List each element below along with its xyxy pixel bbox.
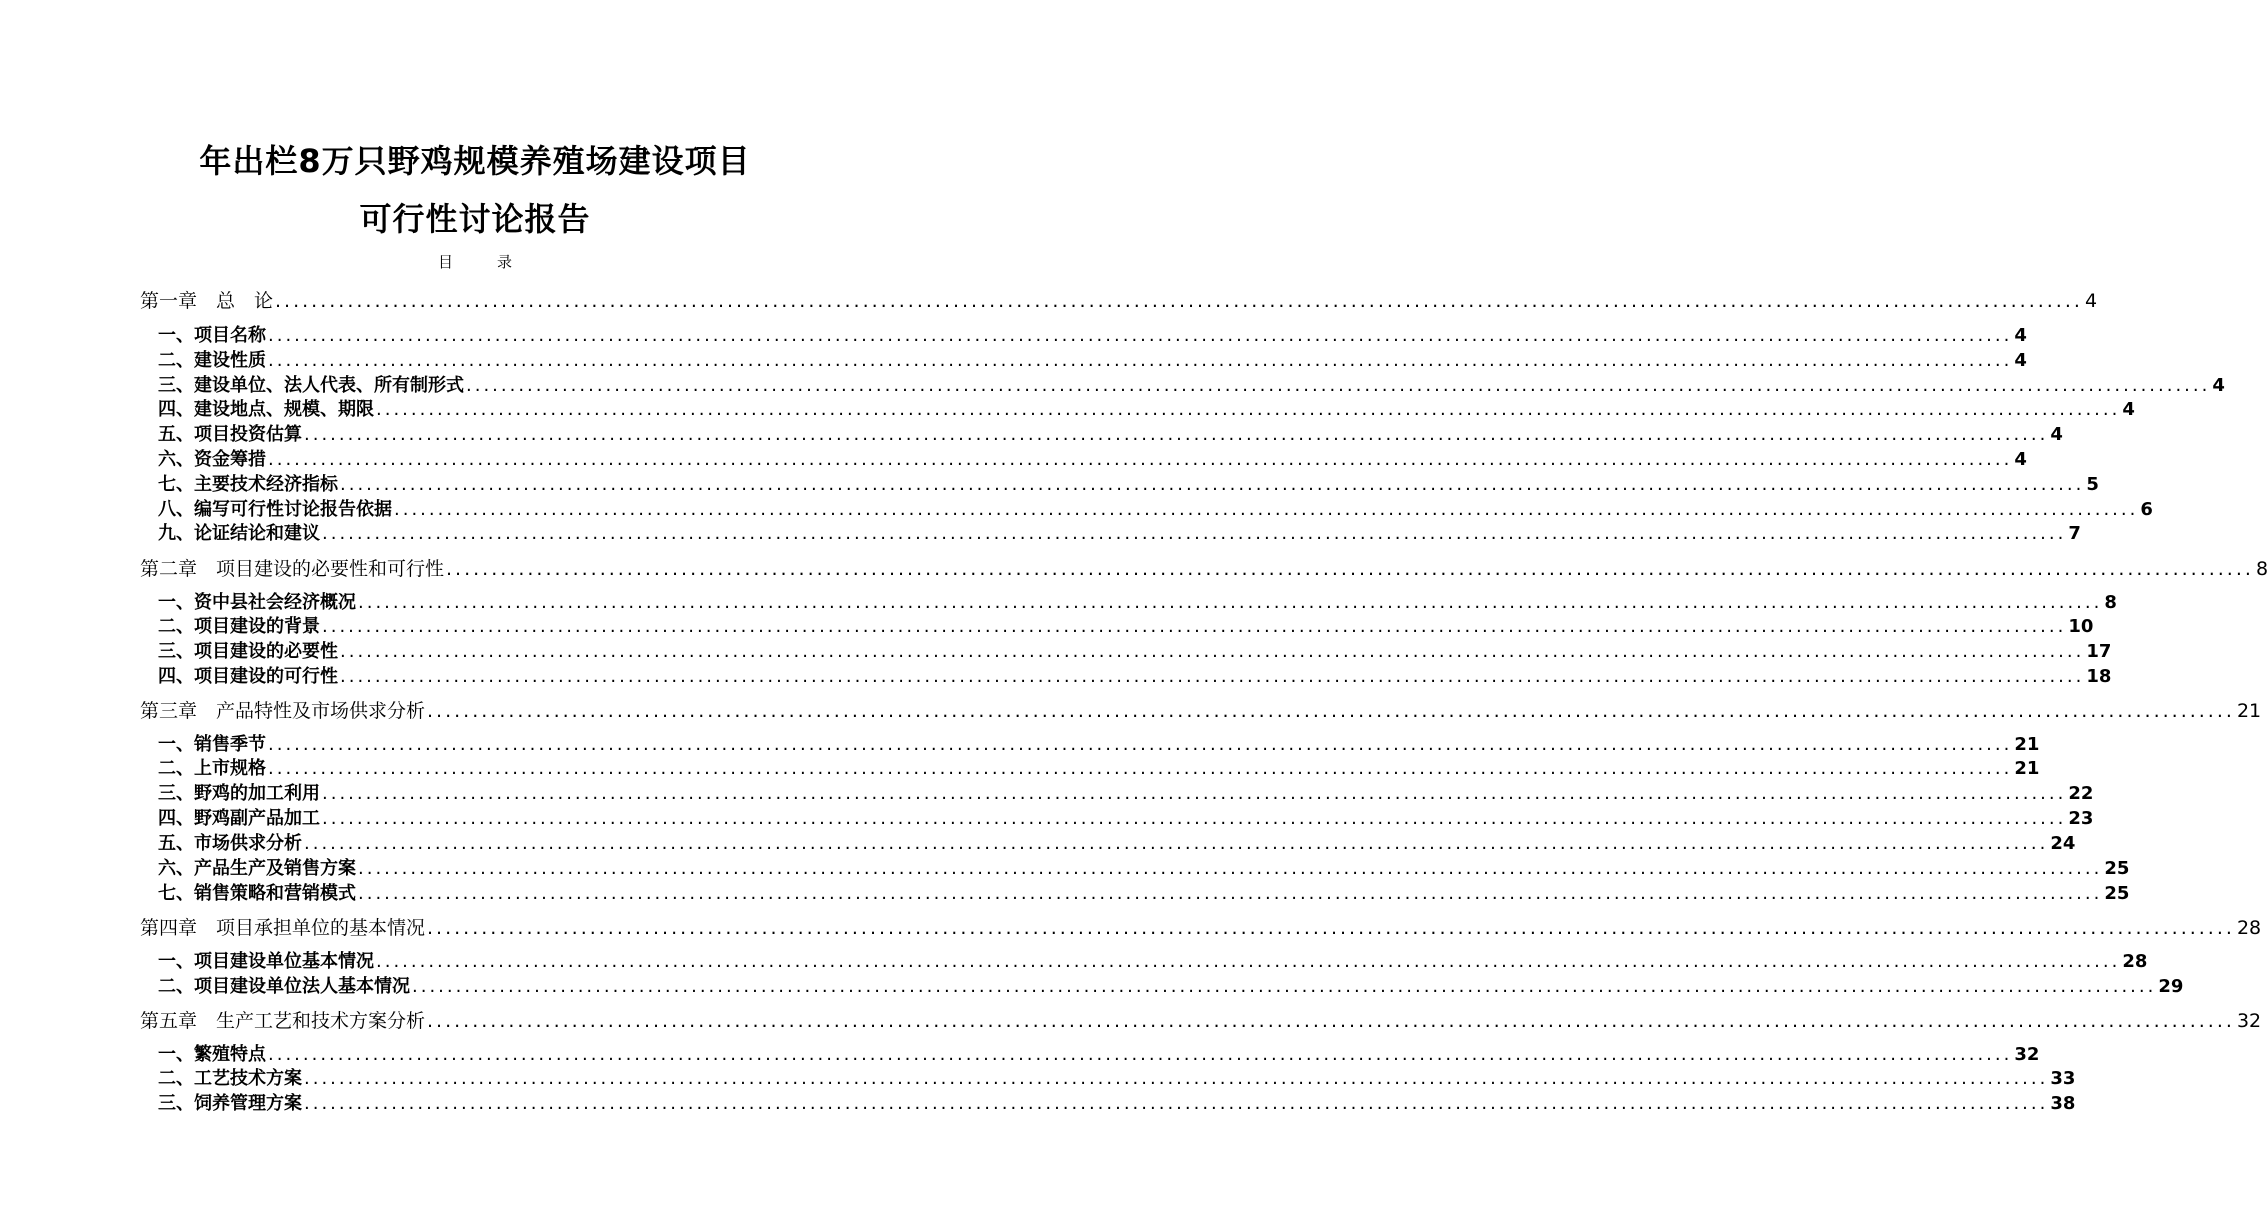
toc-leader-dots: ........................................................................................................................................................................................................ — [358, 858, 2103, 879]
toc-leader-dots: ........................................................................................................................................................................................................ — [275, 290, 2083, 312]
toc-leader-dots: ........................................................................................................................................................................................................ — [304, 833, 2049, 854]
toc-entry-label: 第三章 产品特性及市场供求分析 — [140, 700, 426, 722]
toc-page-number: 25 — [2104, 883, 2130, 904]
toc-page-number: 32 — [2236, 1010, 2262, 1032]
toc-page-number: 23 — [2068, 808, 2094, 829]
toc-leader-dots: ........................................................................................................................................................................................................ — [427, 700, 2235, 722]
toc-leader-dots: ........................................................................................................................................................................................................ — [268, 350, 2013, 371]
toc-leader-dots: ........................................................................................................................................................................................................ — [322, 523, 2067, 544]
toc-page-number: 21 — [2014, 734, 2040, 755]
toc-page-number: 18 — [2086, 666, 2112, 687]
toc-chapter-row[interactable] — [140, 915, 2262, 941]
toc-section-row[interactable] — [158, 590, 2117, 616]
document-title-line1: 年出栏8万只野鸡规模养殖场建设项目 — [199, 142, 751, 180]
toc-section-row[interactable] — [158, 664, 2112, 690]
toc-entry-label: 五、项目投资估算 — [158, 424, 302, 445]
toc-page-number: 4 — [2122, 399, 2135, 420]
toc-leader-dots: ........................................................................................................................................................................................................ — [322, 783, 2067, 804]
toc-entry-label: 二、建设性质 — [158, 350, 266, 371]
toc-entry-label: 七、主要技术经济指标 — [158, 474, 338, 495]
toc-heading — [0, 251, 950, 272]
toc-leader-dots: ........................................................................................................................................................................................................ — [268, 1044, 2013, 1065]
toc-page-number: 5 — [2086, 474, 2099, 495]
toc-page-number: 22 — [2068, 783, 2094, 804]
toc-entry-label: 二、项目建设单位法人基本情况 — [158, 976, 410, 997]
toc-section-row[interactable] — [158, 949, 2148, 975]
toc-leader-dots: ........................................................................................................................................................................................................ — [304, 1068, 2049, 1089]
toc-entry-label: 三、项目建设的必要性 — [158, 641, 338, 662]
toc-heading-char: 目 — [437, 253, 453, 271]
toc-section-row[interactable] — [158, 732, 2040, 758]
toc-entry-label: 六、资金筹措 — [158, 449, 266, 470]
toc-entry-label: 四、项目建设的可行性 — [158, 666, 338, 687]
toc-leader-dots: ........................................................................................................................................................................................................ — [427, 917, 2235, 939]
toc-heading-char: 录 — [497, 253, 513, 271]
toc-leader-dots: ........................................................................................................................................................................................................ — [268, 734, 2013, 755]
toc-section-row[interactable] — [158, 831, 2076, 857]
toc-leader-dots: ........................................................................................................................................................................................................ — [427, 1010, 2235, 1032]
toc-leader-dots: ........................................................................................................................................................................................................ — [268, 758, 2013, 779]
toc-chapter-row[interactable] — [140, 556, 2268, 582]
toc-section-row[interactable] — [158, 373, 2225, 399]
toc-page-number: 4 — [2050, 424, 2063, 445]
toc-leader-dots: ........................................................................................................................................................................................................ — [376, 951, 2121, 972]
toc-entry-label: 第四章 项目承担单位的基本情况 — [140, 917, 426, 939]
toc-leader-dots: ........................................................................................................................................................................................................ — [340, 666, 2085, 687]
toc-leader-dots: ........................................................................................................................................................................................................ — [466, 375, 2211, 396]
toc-section-row[interactable] — [158, 323, 2027, 349]
toc-section-row[interactable] — [158, 521, 2081, 547]
toc-section-row[interactable] — [158, 447, 2027, 473]
toc-section-row[interactable] — [158, 422, 2063, 448]
toc-entry-label: 九、论证结论和建议 — [158, 523, 320, 544]
toc-entry-label: 一、销售季节 — [158, 734, 266, 755]
toc-entry-label: 一、繁殖特点 — [158, 1044, 266, 1065]
toc-leader-dots: ........................................................................................................................................................................................................ — [304, 424, 2049, 445]
toc-section-row[interactable] — [158, 639, 2112, 665]
toc-chapter-row[interactable] — [140, 288, 2098, 314]
toc-leader-dots: ........................................................................................................................................................................................................ — [322, 616, 2067, 637]
toc-section-row[interactable] — [158, 348, 2027, 374]
toc-leader-dots: ........................................................................................................................................................................................................ — [304, 1093, 2049, 1114]
toc-leader-dots: ........................................................................................................................................................................................................ — [412, 976, 2157, 997]
toc-entry-label: 七、销售策略和营销模式 — [158, 883, 356, 904]
toc-section-row[interactable] — [158, 497, 2153, 523]
toc-chapter-row[interactable] — [140, 1008, 2262, 1034]
toc-section-row[interactable] — [158, 781, 2094, 807]
toc-page-number: 4 — [2014, 325, 2027, 346]
toc-section-row[interactable] — [158, 397, 2135, 423]
toc-entry-label: 八、编写可行性讨论报告依据 — [158, 499, 392, 520]
toc-entry-label: 第五章 生产工艺和技术方案分析 — [140, 1010, 426, 1032]
toc-page-number: 29 — [2158, 976, 2184, 997]
toc-leader-dots: ........................................................................................................................................................................................................ — [340, 474, 2085, 495]
toc-section-row[interactable] — [158, 614, 2094, 640]
toc-page-number: 8 — [2104, 592, 2117, 613]
toc-entry-label: 三、建设单位、法人代表、所有制形式 — [158, 375, 464, 396]
toc-entry-label: 四、建设地点、规模、期限 — [158, 399, 374, 420]
toc-entry-label: 四、野鸡副产品加工 — [158, 808, 320, 829]
toc-page-number: 28 — [2236, 917, 2262, 939]
toc-page-number: 4 — [2084, 290, 2098, 312]
toc-leader-dots: ........................................................................................................................................................................................................ — [446, 558, 2254, 580]
toc-section-row[interactable] — [158, 974, 2184, 1000]
toc-section-row[interactable] — [158, 881, 2130, 907]
toc-section-row[interactable] — [158, 1042, 2040, 1068]
toc-page-number: 24 — [2050, 833, 2076, 854]
toc-entry-label: 二、项目建设的背景 — [158, 616, 320, 637]
toc-page-number: 7 — [2068, 523, 2081, 544]
toc-leader-dots: ........................................................................................................................................................................................................ — [340, 641, 2085, 662]
toc-entry-label: 一、项目建设单位基本情况 — [158, 951, 374, 972]
toc-page-number: 32 — [2014, 1044, 2040, 1065]
toc-page-number: 17 — [2086, 641, 2112, 662]
toc-page-number: 6 — [2140, 499, 2153, 520]
toc-leader-dots: ........................................................................................................................................................................................................ — [358, 592, 2103, 613]
toc-entry-label: 三、饲养管理方案 — [158, 1093, 302, 1114]
toc-page-number: 8 — [2255, 558, 2268, 580]
toc-section-row[interactable] — [158, 756, 2040, 782]
toc-entry-label: 六、产品生产及销售方案 — [158, 858, 356, 879]
toc-page-number: 4 — [2014, 350, 2027, 371]
toc-section-row[interactable] — [158, 472, 2099, 498]
toc-page-number: 4 — [2014, 449, 2027, 470]
toc-page-number: 28 — [2122, 951, 2148, 972]
toc-section-row[interactable] — [158, 806, 2094, 832]
toc-section-row[interactable] — [158, 1091, 2076, 1117]
toc-entry-label: 二、工艺技术方案 — [158, 1068, 302, 1089]
toc-leader-dots: ........................................................................................................................................................................................................ — [358, 883, 2103, 904]
toc-entry-label: 第一章 总 论 — [140, 290, 274, 312]
toc-page-number: 33 — [2050, 1068, 2076, 1089]
toc-page-number: 4 — [2212, 375, 2225, 396]
toc-leader-dots: ........................................................................................................................................................................................................ — [322, 808, 2067, 829]
toc-entry-label: 五、市场供求分析 — [158, 833, 302, 854]
toc-page-number: 25 — [2104, 858, 2130, 879]
toc-page-number: 38 — [2050, 1093, 2076, 1114]
toc-entry-label: 一、项目名称 — [158, 325, 266, 346]
toc-page-number: 21 — [2236, 700, 2262, 722]
toc-entry-label: 三、野鸡的加工利用 — [158, 783, 320, 804]
toc-chapter-row[interactable] — [140, 698, 2262, 724]
toc-page-number: 21 — [2014, 758, 2040, 779]
toc-entry-label: 第二章 项目建设的必要性和可行性 — [140, 558, 445, 580]
toc-section-row[interactable] — [158, 1066, 2076, 1092]
toc-leader-dots: ........................................................................................................................................................................................................ — [268, 325, 2013, 346]
toc-entry-label: 二、上市规格 — [158, 758, 266, 779]
toc-page-number: 10 — [2068, 616, 2094, 637]
toc-entry-label: 一、资中县社会经济概况 — [158, 592, 356, 613]
toc-leader-dots: ........................................................................................................................................................................................................ — [376, 399, 2121, 420]
toc-leader-dots: ........................................................................................................................................................................................................ — [394, 499, 2139, 520]
toc-leader-dots: ........................................................................................................................................................................................................ — [268, 449, 2013, 470]
toc-section-row[interactable] — [158, 856, 2130, 882]
document-title-line2: 可行性讨论报告 — [359, 200, 591, 238]
